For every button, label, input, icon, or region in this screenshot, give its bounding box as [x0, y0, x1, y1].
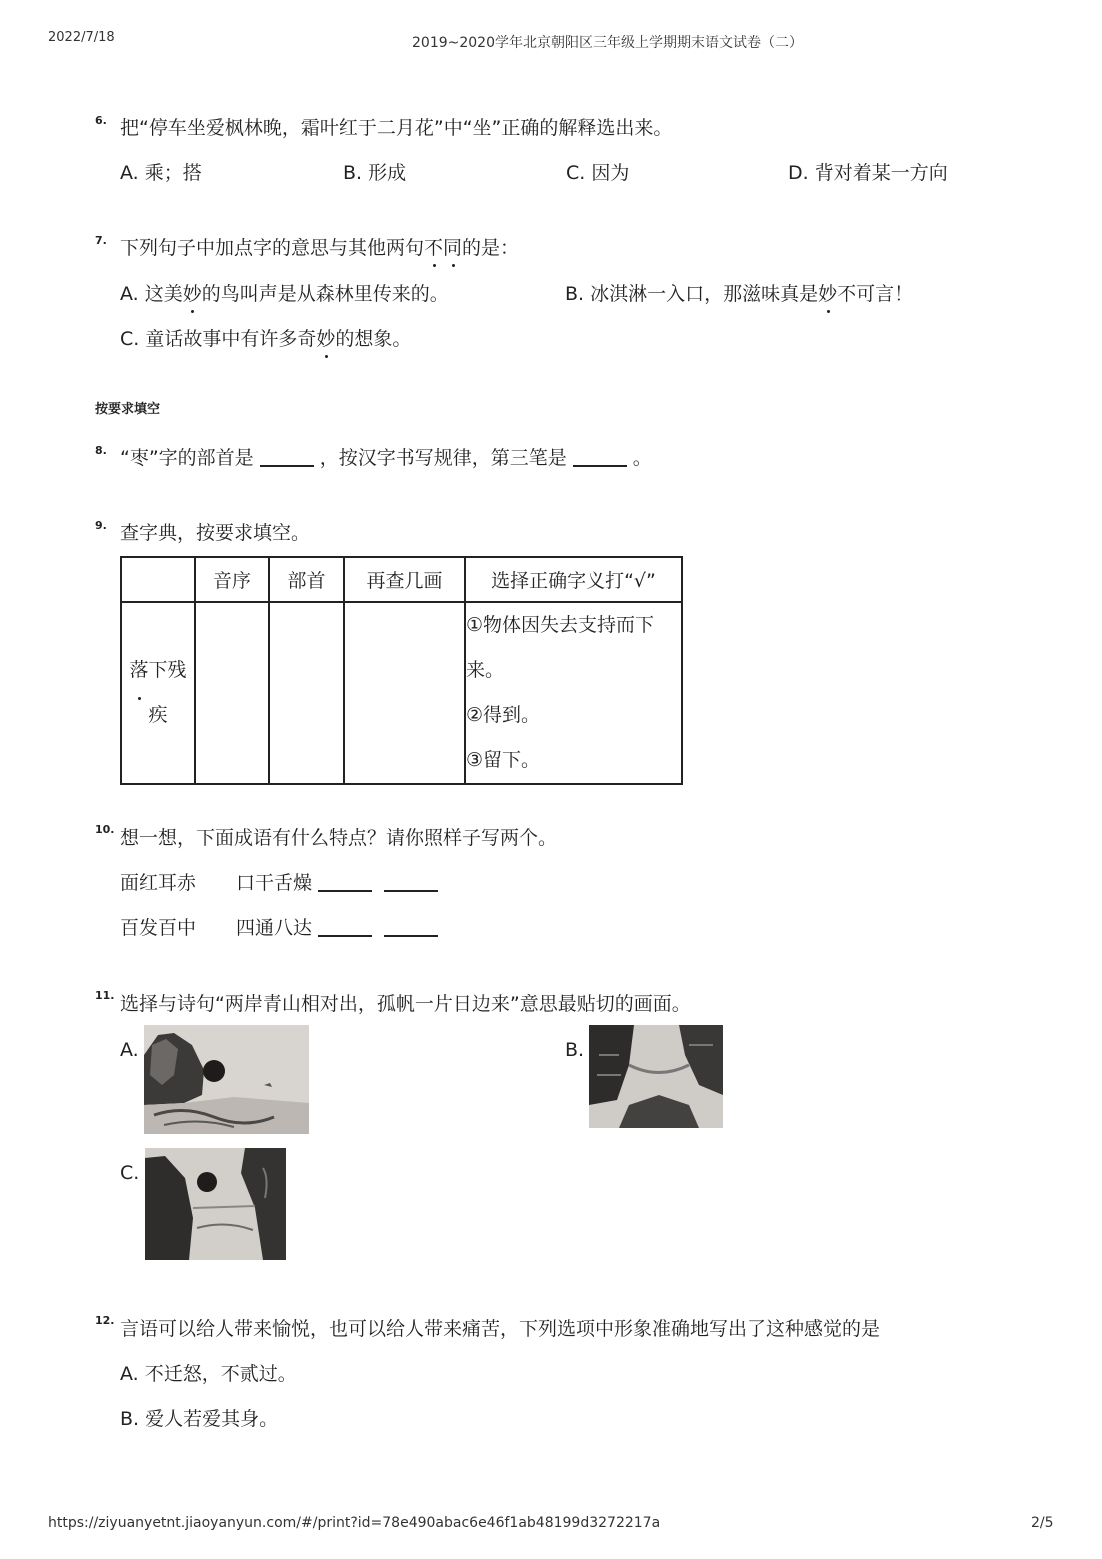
page-url[interactable]: https://ziyuanyetnt.jiaoyanyun.com/#/print?id=78e490abac6e46f1ab48199d3272217a [48, 1515, 661, 1531]
idiom-row: 百发百中 四通八达 [120, 916, 444, 940]
answer-cell[interactable] [195, 602, 269, 784]
section-title: 按要求填空 [95, 402, 161, 417]
landscape-painting-c[interactable] [145, 1148, 286, 1260]
q6-option-b: B. 形成 [343, 162, 407, 184]
q6-option-d: D. 背对着某一方向 [788, 162, 948, 184]
question-11-text: 选择与诗句“两岸青山相对出，孤帆一片日边来”意思最贴切的画面。 [120, 993, 691, 1015]
table-header-cell: 选择正确字义打“√” [465, 557, 682, 602]
word-cell: 落下残 疾 [121, 602, 195, 784]
question-number: 8. [95, 444, 107, 457]
idiom-row: 面红耳赤 口干舌燥 [120, 871, 444, 895]
question-number: 10. [95, 823, 115, 836]
q12-option-b: B. 爱人若爱其身。 [120, 1408, 279, 1430]
landscape-painting-b[interactable] [589, 1025, 723, 1128]
page-title: 2019~2020学年北京朝阳区三年级上学期期末语文试卷（二） [412, 35, 803, 51]
q11-option-a-label: A. [120, 1039, 139, 1061]
question-9-text: 查字典，按要求填空。 [120, 522, 311, 544]
question-number: 12. [95, 1314, 115, 1327]
q6-option-c: C. 因为 [566, 162, 630, 184]
question-number: 6. [95, 114, 107, 127]
answer-blank[interactable] [573, 447, 627, 467]
question-10-text: 想一想，下面成语有什么特点？请你照样子写两个。 [120, 827, 558, 849]
question-12-text: 言语可以给人带来愉悦，也可以给人带来痛苦，下列选项中形象准确地写出了这种感觉的是 [120, 1318, 881, 1340]
question-number: 7. [95, 234, 107, 247]
table-header-cell: 再查几画 [344, 557, 465, 602]
q7-option-c: C. 童话故事中有许多奇妙的想象。 [120, 328, 412, 350]
answer-blank[interactable] [318, 917, 372, 937]
answer-blank[interactable] [260, 447, 314, 467]
table-header-cell [121, 557, 195, 602]
meaning-cell: ①物体因失去支持而下 来。 ②得到。 ③留下。 [465, 602, 682, 784]
q11-option-b-label: B. [565, 1039, 585, 1061]
answer-blank[interactable] [318, 872, 372, 892]
question-8-text: “枣”字的部首是 ，按汉字书写规律，第三笔是 。 [120, 447, 652, 469]
answer-cell[interactable] [269, 602, 344, 784]
question-number: 9. [95, 519, 107, 532]
table-header-cell: 部首 [269, 557, 344, 602]
question-number: 11. [95, 989, 115, 1002]
q11-option-c-label: C. [120, 1162, 140, 1184]
page-number: 2/5 [1031, 1515, 1054, 1531]
print-date: 2022/7/18 [48, 30, 115, 45]
dictionary-table [120, 556, 683, 785]
q12-option-a: A. 不迁怒，不贰过。 [120, 1363, 297, 1385]
question-7-text: 下列句子中加点字的意思与其他两句不同的是： [120, 237, 520, 259]
table-header-cell: 音序 [195, 557, 269, 602]
q6-option-a: A. 乘；搭 [120, 162, 202, 184]
answer-blank[interactable] [384, 917, 438, 937]
answer-cell[interactable] [344, 602, 465, 784]
q7-option-a: A. 这美妙的鸟叫声是从森林里传来的。 [120, 283, 449, 305]
answer-blank[interactable] [384, 872, 438, 892]
q7-option-b: B. 冰淇淋一入口，那滋味真是妙不可言！ [565, 283, 914, 305]
question-6-text: 把“停车坐爱枫林晚，霜叶红于二月花”中“坐”正确的解释选出来。 [120, 117, 673, 139]
landscape-painting-a[interactable] [144, 1025, 309, 1134]
